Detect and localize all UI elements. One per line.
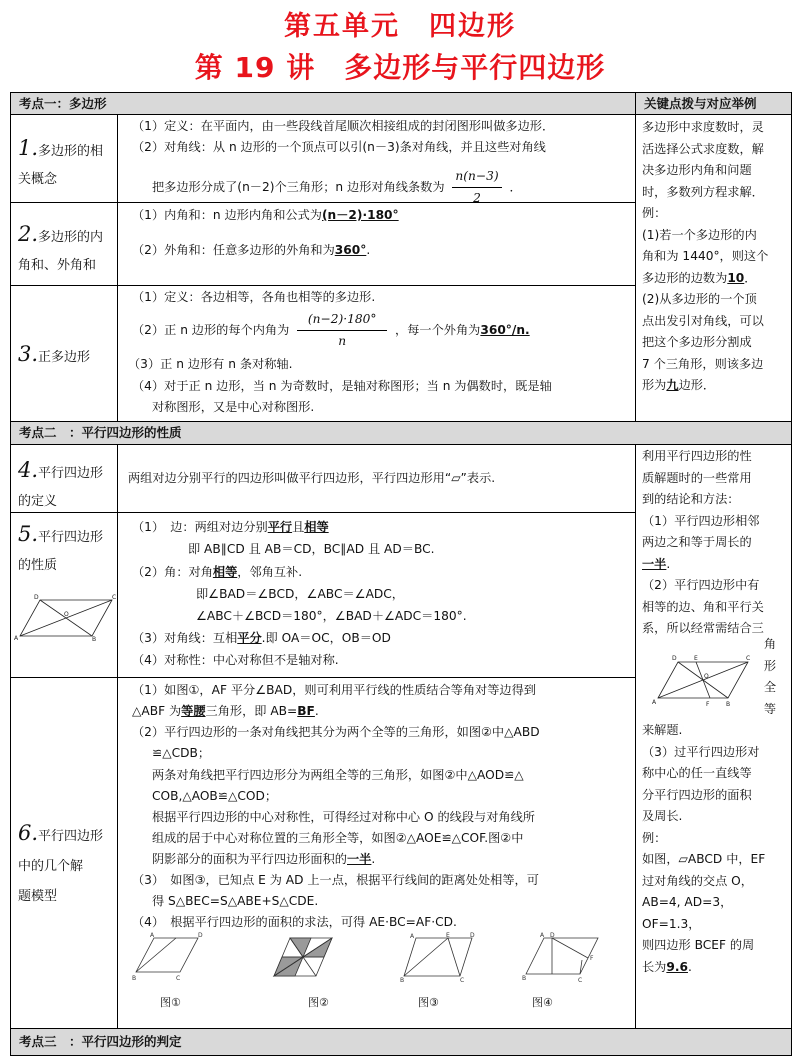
right-column-header: 关键点拨与对应举例 [635, 92, 792, 115]
svg-text:B: B [400, 977, 405, 984]
label-parallelogram-properties: 5.平行四边形 的性质 [18, 522, 104, 573]
model-3: （3） 如图③，已知点 E 为 AD 上一点，根据平行线间的距离处处相等，可 [132, 873, 539, 887]
svg-text:O: O [704, 673, 709, 680]
svg-text:A: A [150, 932, 155, 939]
figure-4-caption: 图④ [532, 996, 553, 1009]
model-2-b: ≌△CDB； [152, 746, 211, 760]
property-angles: （2）角：对角相等，邻角互补. [132, 565, 303, 579]
parallelogram-tips-cont: 来解题. （3）过平行四边形对 称中心的任一直线等 分平行四边形的面积 及周长. 例： 如图，▱ABCD 中，EF 过对角线的交点 O， AB=4, AD=3，OF=1.3， 则四边形 BCEF 的周 长为9.6. [642, 723, 766, 974]
polygon-definition: （1）定义：在平面内，由一些段线首尾顺次相接组成的封闭图形叫做多边形． [132, 119, 555, 133]
tips-parallelogram-figure [652, 652, 752, 708]
property-sides: （1） 边：两组对边分别平行且相等 [132, 520, 329, 534]
svg-text:B: B [726, 701, 731, 708]
polygon-tips: 多边形中求度数时，灵 活选择公式求度数，解 决多边形内角和问题 时，多数列方程求解． 例： (1)若一个多边形的内 角和为 1440°，则这个 多边形的边数为10． (2)从多边形的一个顶 点出发引对角线，可以 把这个多边形分割成 7 个三角形，则该多边 形为九边形． [642, 120, 769, 392]
svg-text:O: O [64, 611, 69, 618]
model-2-e: 根据平行四边形的中心对称性，可得经过对称中心 O 的线段与对角线所 [152, 810, 535, 824]
regular-polygon-angles: （2）正 n 边形的每个内角为 $\frac{(n-2)\cdot 180^\circ}{n}$ ，每一个外角为360°/n. [132, 309, 530, 352]
figure-3-caption: 图③ [418, 996, 439, 1009]
figure-1-caption: 图① [160, 996, 181, 1009]
label-problem-models: 6.平行四边形 中的几个解 题模型 [18, 821, 104, 904]
svg-text:A: A [14, 635, 19, 642]
section-1-header: 考点一：多边形 [10, 92, 636, 115]
section-3-header: 考点三 ：平行四边形的判定 [10, 1028, 792, 1056]
unit-title: 第五单元 四边形 [284, 11, 516, 42]
model-2-g: 阴影部分的面积为平行四边形面积的一半. [152, 852, 376, 866]
svg-text:F: F [706, 701, 710, 708]
tips-vertical-text: 角 形 全 等 [763, 637, 777, 716]
svg-text:F: F [590, 955, 594, 962]
svg-text:A: A [652, 699, 657, 706]
property-sides-detail: 即 AB∥CD 且 AB＝CD，BC∥AD 且 AD＝BC. [188, 542, 435, 556]
svg-text:C: C [460, 977, 465, 984]
svg-text:A: A [410, 933, 415, 940]
figure-3 [400, 932, 475, 982]
label-polygon-concepts: 1.多边形的相 关概念 [18, 136, 104, 187]
parallelogram-tips: 利用平行四边形的性 质解题时的一些常用 到的结论和方法： （1）平行四边形相邻 两边之和等于周长的 一半. （2）平行四边形中有 相等的边、角和平行关 系，所以经常需结合三 [642, 449, 764, 635]
svg-text:E: E [694, 655, 698, 662]
svg-text:D: D [34, 594, 39, 601]
polygon-diagonals: （2）对角线：从 n 边形的一个顶点可以引(n－3)条对角线，并且这些对角线 [132, 140, 546, 154]
svg-text:D: D [672, 655, 677, 662]
svg-text:B: B [132, 975, 137, 982]
diagonal-count-fraction: $\frac{n(n-3)}{2}$ [452, 166, 501, 209]
property-angles-detail-2: ∠ABC＋∠BCD＝180°，∠BAD＋∠ADC＝180°. [196, 609, 467, 623]
figure-2-caption: 图② [308, 996, 329, 1009]
label-regular-polygon: 3.正多边形 [18, 342, 91, 366]
model-1-result: △ABF 为等腰三角形，即 AB=BF. [132, 704, 319, 718]
svg-text:D: D [550, 932, 555, 939]
svg-text:D: D [470, 932, 475, 939]
lecture-title: 第 19 讲 多边形与平行四边形 [194, 51, 606, 84]
model-2-c: 两条对角线把平行四边形分为两组全等的三角形，如图②中△AOD≌△ [152, 768, 524, 782]
figure-2 [268, 932, 338, 982]
label-polygon-angles: 2.多边形的内 角和、外角和 [18, 222, 104, 273]
svg-text:D: D [198, 932, 203, 939]
model-3-result: 得 S△BEC=S△ABE+S△CDE. [152, 894, 319, 908]
parallelogram-definition: 两组对边分别平行的四边形叫做平行四边形，平行四边形用“▱”表示. [128, 471, 496, 485]
parallelogram-figure-small [12, 592, 116, 642]
svg-text:C: C [578, 977, 583, 984]
regular-polygon-axes: （3）正 n 边形有 n 条对称轴. [128, 357, 293, 371]
model-2-f: 组成的居于中心对称位置的三角形全等，如图②△AOE≌△COF.图②中 [152, 831, 524, 845]
regular-polygon-definition: （1）定义：各边相等，各角也相等的多边形. [132, 290, 376, 304]
model-4: （4） 根据平行四边形的面积的求法，可得 AE·BC=AF·CD. [132, 915, 457, 929]
exterior-angle-sum: （2）外角和：任意多边形的外角和为360°. [132, 243, 371, 257]
interior-angle-sum: （1）内角和：n 边形内角和公式为(n－2)·180° [132, 208, 399, 222]
regular-polygon-symmetry-cont: 对称图形，又是中心对称图形. [152, 400, 315, 414]
property-angles-detail: 即∠BAD＝∠BCD，∠ABC＝∠ADC， [196, 587, 404, 601]
property-symmetry: （4）对称性：中心对称但不是轴对称. [132, 653, 339, 667]
figure-1 [132, 930, 202, 985]
interior-angle-fraction: $\frac{(n-2)\cdot 180^\circ}{n}$ [297, 309, 387, 352]
property-diagonals: （3）对角线：互相平分.即 OA＝OC，OB＝OD [132, 631, 391, 645]
svg-text:C: C [176, 975, 181, 982]
svg-text:C: C [112, 594, 117, 601]
svg-text:A: A [540, 932, 545, 939]
section-2-header: 考点二 ：平行四边形的性质 [10, 421, 792, 445]
model-2: （2）平行四边形的一条对角线把其分为两个全等的三角形，如图②中△ABD [132, 725, 540, 739]
figure-4 [522, 930, 602, 985]
label-parallelogram-definition: 4.平行四边形 的定义 [18, 458, 104, 509]
svg-text:B: B [92, 636, 97, 643]
svg-text:C: C [746, 655, 751, 662]
polygon-diagonal-count: 把多边形分成了(n－2)个三角形；n 边形对角线条数为 $\frac{n(n-3)}{2}$ ． [152, 166, 522, 209]
model-1: （1）如图①，AF 平分∠BAD，则可利用平行线的性质结合等角对等边得到 [132, 683, 536, 697]
regular-polygon-symmetry: （4）对于正 n 边形，当 n 为奇数时，是轴对称图形；当 n 为偶数时，既是轴 [132, 379, 552, 393]
svg-text:B: B [522, 975, 527, 982]
model-2-d: COB,△AOB≌△COD； [152, 789, 278, 803]
svg-text:E: E [446, 932, 450, 939]
